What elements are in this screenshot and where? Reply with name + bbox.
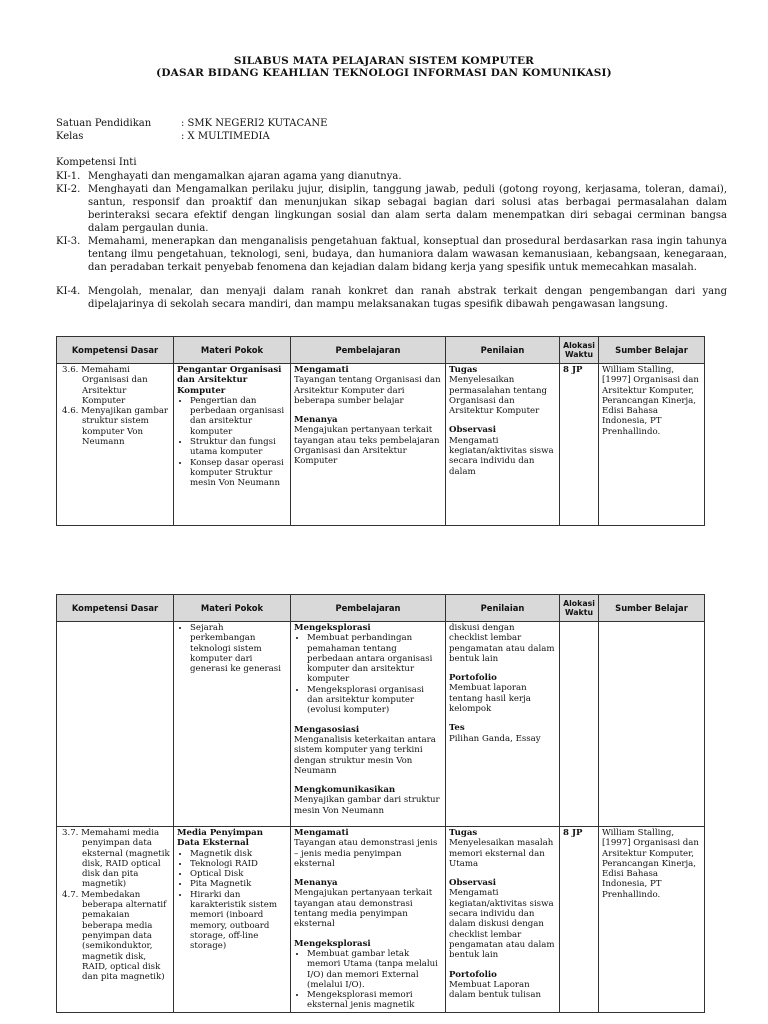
pembelajaran-cell xyxy=(291,827,446,1013)
syllabus-table-1 xyxy=(56,336,705,526)
list-item: • Hirarki dan karakteristik sistem memori (inboard memory, outboard storage, off-line storage) xyxy=(190,890,287,952)
section-text: Menyelesaikan permasalahan tentang Organisasi dan Arsitektur Komputer xyxy=(449,375,547,417)
list-item: • Struktur dan fungsi utama komputer xyxy=(190,437,287,458)
penilaian-cell xyxy=(446,827,560,1013)
alokasi-cell: 8 JP xyxy=(560,827,599,1013)
section-text: Tayangan tentang Organisasi dan Arsitektur Komputer dari beberapa sumber belajar xyxy=(294,375,441,406)
header-pembelajaran: Pembelajaran xyxy=(291,337,446,364)
list-item: • Membuat gambar letak memori Utama (tanpa melalui I/O) dan memori External (melalui I/O). xyxy=(307,949,442,990)
list-item: • Mengeksplorasi memori eksternal jenis magnetik xyxy=(307,990,442,1011)
section-text: Mengajukan pertanyaan terkait tayangan atau teks pembelajaran Organisasi dan Arsitektur Komputer xyxy=(294,425,440,467)
section-heading: Menanya xyxy=(294,415,338,426)
table-row xyxy=(57,364,705,526)
header-alokasi-waktu: Alokasi Waktu xyxy=(560,337,599,364)
list-item: • Membuat perbandingan pemahaman tentang perbedaan antara organisasi komputer dan arsitektur komputer xyxy=(307,633,442,684)
kompetensi-inti-heading: Kompetensi Inti xyxy=(56,157,137,168)
header-penilaian: Penilaian xyxy=(446,595,560,622)
penilaian-cell xyxy=(446,364,560,526)
list-item: • Konsep dasar operasi komputer Struktur mesin Von Neumann xyxy=(190,458,287,489)
ki-text: Menghayati dan Mengamalkan perilaku jujur, disiplin, tanggung jawab, peduli (gotong royong, kerjasama, toleran, damai), santun, responsif dan proaktif dan menunjukan sikap sebagai bagian dari solusi atas berbagai permasalahan dalam berinteraksi secara efektif dengan lingkungan sosial dan alam serta dalam menempatkan diri sebagai cerminan bangsa dalam pergaulan dunia. xyxy=(88,184,727,234)
section-text: Membuat laporan tentang hasil kerja kelompok xyxy=(449,683,531,715)
kelas-label: Kelas xyxy=(56,131,84,142)
ki-code: KI-4. xyxy=(56,286,81,297)
satuan-value: : SMK NEGERI2 KUTACANE xyxy=(181,118,328,129)
section-heading: Tes xyxy=(449,723,465,734)
section-heading: Observasi xyxy=(449,878,496,889)
table-header-row xyxy=(57,337,705,364)
header-penilaian: Penilaian xyxy=(446,337,560,364)
sumber-cell xyxy=(599,622,705,827)
alokasi-cell: 8 JP xyxy=(560,364,599,526)
section-text: Pilihan Ganda, Essay xyxy=(449,733,541,744)
ki-item xyxy=(56,183,727,235)
section-heading: Portofolio xyxy=(449,673,497,684)
section-text: Membuat Laporan dalam bentuk tulisan xyxy=(449,979,541,1001)
section-text: Menyajikan gambar dari struktur mesin Von Neumann xyxy=(294,795,440,816)
header-alokasi-waktu: Alokasi Waktu xyxy=(560,595,599,622)
table-header-row xyxy=(57,595,705,622)
syllabus-table-2 xyxy=(56,594,705,1013)
header-kompetensi-dasar: Kompetensi Dasar xyxy=(57,595,174,622)
section-heading: Tugas xyxy=(449,828,478,838)
kd-cell xyxy=(57,364,174,526)
pembelajaran-cell xyxy=(291,364,446,526)
kd-cell xyxy=(57,827,174,1013)
materi-cell xyxy=(174,622,291,827)
table-row xyxy=(57,622,705,827)
alokasi-cell xyxy=(560,622,599,827)
kd-item: 4.7. Membedakan beberapa alternatif pemakaian beberapa media penyimpan data (semikonduktor, magnetik disk, RAID, optical disk dan pita magnetik) xyxy=(62,889,167,983)
section-heading: Mengamati xyxy=(294,828,349,838)
satuan-pendidikan-row xyxy=(56,118,327,129)
materi-title: Pengantar Organisasi dan Arsitektur Komputer xyxy=(177,365,282,396)
materi-title: Media Penyimpan Data Eksternal xyxy=(177,828,263,849)
kd-item: 3.7. Memahami media penyimpan data eksternal (magnetik disk, RAID optical disk dan pita magnetik) xyxy=(62,828,170,890)
header-materi-pokok: Materi Pokok xyxy=(174,595,291,622)
section-heading: Menanya xyxy=(294,878,338,889)
section-heading: Portofolio xyxy=(449,969,497,980)
section-text: Mengamati kegiatan/aktivitas siswa secara individu dan dalam diskusi dengan checklist lembar pengamatan atau dalam bentuk lain xyxy=(449,888,555,961)
section-heading: Mengamati xyxy=(294,365,349,375)
ki-item xyxy=(56,285,727,311)
section-text: Mengamati kegiatan/aktivitas siswa secara individu dan dalam xyxy=(449,435,554,477)
section-text: diskusi dengan checklist lembar pengamatan atau dalam bentuk lain xyxy=(449,623,555,664)
list-item: • Magnetik disk xyxy=(190,849,287,859)
ki-text: Memahami, menerapkan dan menganalisis pengetahuan faktual, konseptual dan prosedural berdasarkan rasa ingin tahunya tentang ilmu pengetahuan, teknologi, seni, budaya, dan humaniora dalam wawasan kemanusiaan, kebangsaan, kenegaraan, dan peradaban terkait penyebab fenomena dan kejadian dalam bidang kerja yang spesifik untuk memecahkan masalah. xyxy=(88,236,727,273)
pembelajaran-cell xyxy=(291,622,446,827)
materi-cell xyxy=(174,827,291,1013)
document-title: SILABUS MATA PELAJARAN SISTEM KOMPUTER xyxy=(233,55,535,67)
header-pembelajaran: Pembelajaran xyxy=(291,595,446,622)
section-heading: Observasi xyxy=(449,425,496,436)
section-text: Mengajukan pertanyaan terkait tayangan atau demonstrasi tentang media penyimpan eksternal xyxy=(294,888,433,930)
section-heading: Mengasosiasi xyxy=(294,724,360,735)
kelas-row xyxy=(56,131,270,142)
list-item: • Mengeksplorasi organisasi dan arsitektur komputer (evolusi komputer) xyxy=(307,685,442,716)
kelas-value: : X MULTIMEDIA xyxy=(181,131,270,142)
list-item: • Pita Magnetik xyxy=(190,879,287,889)
sumber-cell: William Stalling, [1997] Organisasi dan Arsitektur Komputer, Perancangan Kinerja, Edisi Bahasa Indonesia, PT Prenhallindo. xyxy=(599,364,705,526)
list-item: • Sejarah perkembangan teknologi sistem komputer dari generasi ke generasi xyxy=(190,623,287,674)
list-item: • Optical Disk xyxy=(190,869,287,879)
ki-code: KI-2. xyxy=(56,184,81,195)
kd-item: 4.6. Menyajikan gambar struktur sistem komputer Von Neumann xyxy=(62,406,169,448)
kd-cell xyxy=(57,622,174,827)
section-heading: Mengkomunikasikan xyxy=(294,785,396,796)
ki-item xyxy=(56,170,727,183)
kd-item: 3.6. Memahami Organisasi dan Arsitektur Komputer xyxy=(62,365,148,406)
ki-text: Mengolah, menalar, dan menyaji dalam ranah konkret dan ranah abstrak terkait dengan pengembangan dari yang dipelajarinya di sekolah secara mandiri, dan mampu melaksanakan tugas spesifik dibawah pengawasan langsung. xyxy=(88,286,727,310)
header-sumber-belajar: Sumber Belajar xyxy=(599,595,705,622)
sumber-cell: William Stalling, [1997] Organisasi dan Arsitektur Komputer, Perancangan Kinerja, Edisi Bahasa Indonesia, PT Prenhallindo. xyxy=(599,827,705,1013)
materi-cell xyxy=(174,364,291,526)
satuan-label: Satuan Pendidikan xyxy=(56,118,152,129)
header-kompetensi-dasar: Kompetensi Dasar xyxy=(57,337,174,364)
header-materi-pokok: Materi Pokok xyxy=(174,337,291,364)
ki-code: KI-3. xyxy=(56,236,81,247)
document-subtitle: (DASAR BIDANG KEAHLIAN TEKNOLOGI INFORMASI DAN KOMUNIKASI) xyxy=(156,67,612,79)
section-heading: Mengeksplorasi xyxy=(294,623,371,633)
table-row xyxy=(57,827,705,1013)
section-text: Menyelesaikan masalah memori eksternal dan Utama xyxy=(449,838,554,869)
section-text: Menganalisis keterkaitan antara sistem komputer yang terkini dengan struktur mesin Von Neumann xyxy=(294,734,436,776)
header-sumber-belajar: Sumber Belajar xyxy=(599,337,705,364)
ki-item xyxy=(56,235,727,274)
ki-code: KI-1. xyxy=(56,171,81,182)
section-heading: Tugas xyxy=(449,365,478,375)
list-item: • Pengertian dan perbedaan organisasi dan arsitektur komputer xyxy=(190,396,287,437)
list-item: • Teknologi RAID xyxy=(190,859,287,869)
section-heading: Mengeksplorasi xyxy=(294,938,371,949)
penilaian-cell xyxy=(446,622,560,827)
ki-text: Menghayati dan mengamalkan ajaran agama yang dianutnya. xyxy=(88,171,402,182)
section-text: Tayangan atau demonstrasi jenis – jenis media penyimpan eksternal xyxy=(294,838,438,869)
